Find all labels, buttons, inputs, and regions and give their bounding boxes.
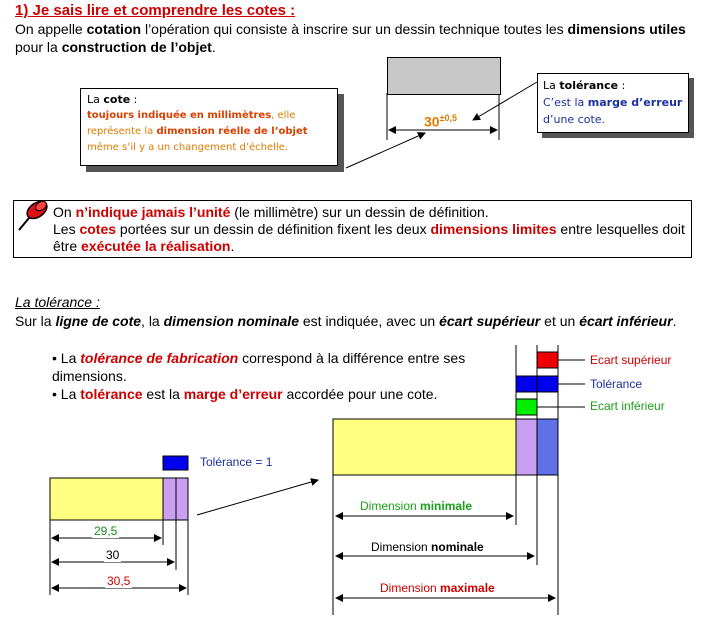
legend-ecart-inferieur: Ecart inférieur <box>590 399 665 413</box>
list-item: • La tolérance de fabrication correspond à la différence entre ses dimensions. <box>52 350 466 384</box>
small-tol-lower <box>163 478 176 520</box>
ecart-sup-bar <box>537 352 558 368</box>
section-title: 1) Je sais lire et comprendre les cotes : <box>15 2 296 19</box>
note-text: On n’indique jamais l’unité (le millimètre) sur un dessin de définition. Les cotes portées sur un dessin de définition fixent les deux dimensions limites entre lesquelles doit être exécutée la réalisation. <box>53 204 685 254</box>
dimension-minimale-label: Dimension minimale <box>360 499 473 513</box>
cote-value: $30^{\pm 0,5}$ <box>424 113 458 130</box>
intro-paragraph: On appelle cotation l’opération qui consiste à inscrire sur un dessin technique toutes les dimensions utiles pour la construction de l’objet. <box>15 21 686 55</box>
dimension-nominale-label: Dimension nominale <box>371 540 484 554</box>
ecart-inf-bar <box>516 399 537 415</box>
tolerance-subtitle: La tolérance : <box>15 294 100 310</box>
list-item: • La tolérance est la marge d’erreur accordée pour une cote. <box>52 386 438 402</box>
small-tol-bar <box>163 456 188 470</box>
zoom-arrow <box>197 480 318 515</box>
dimension-maximale-label: Dimension maximale <box>380 581 495 595</box>
tolerance-paragraph: Sur la ligne de cote, la dimension nominale est indiquée, avec un écart supérieur et un écart inférieur. <box>15 313 677 329</box>
cote-definition-box: La cote : toujours indiquée en millimètres, elle représente la dimension réelle de l’objet même s’il y a un changement d’échelle. <box>80 88 338 166</box>
dim-min-value: 29,5 <box>94 524 118 538</box>
legend-ecart-superieur: Ecart supérieur <box>590 353 672 367</box>
small-part-rect <box>50 478 163 520</box>
arrow-cote <box>346 133 425 168</box>
tolerance-equals-label: Tolérance = 1 <box>200 455 273 469</box>
dim-nom-value: 30 <box>106 548 120 562</box>
example-part <box>387 57 501 95</box>
tolerance-definition-box: La tolérance : C’est la marge d’erreur d’une cote. <box>537 73 689 133</box>
legend-tolerance: Tolérance <box>590 377 643 391</box>
dim-max-value: 30,5 <box>107 574 131 588</box>
big-part-rect <box>333 419 516 475</box>
small-tol-upper <box>176 478 188 520</box>
pushpin-icon <box>15 198 51 234</box>
